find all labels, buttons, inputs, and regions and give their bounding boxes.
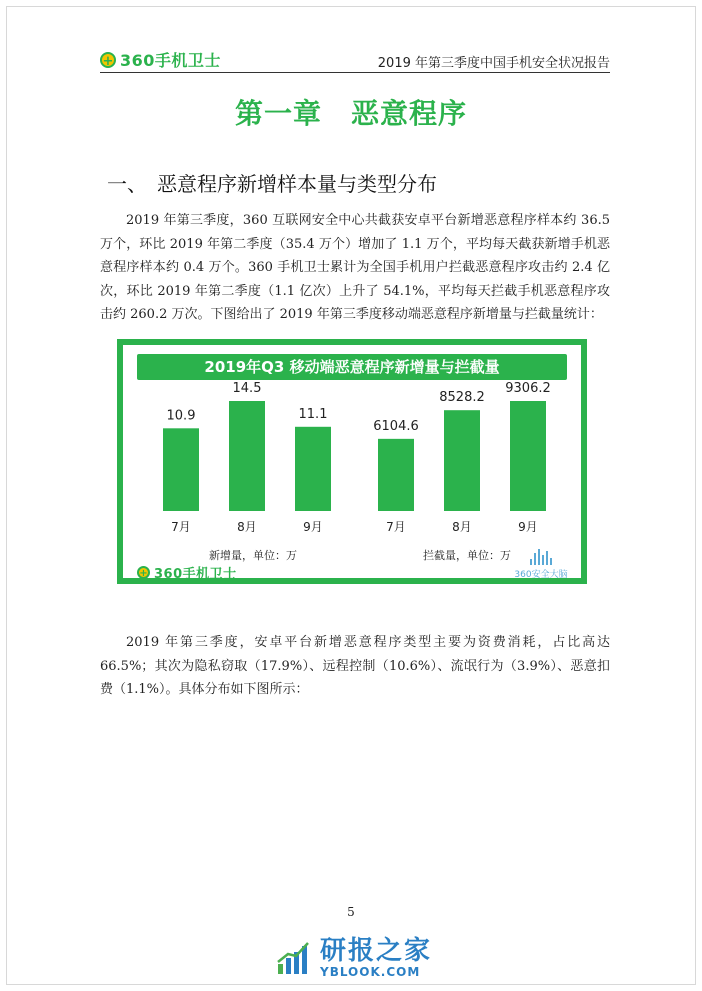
category-label: 8月 (452, 520, 472, 534)
section-title: 恶意程序新增样本量与类型分布 (157, 172, 437, 196)
plus-shield-icon: + (100, 52, 116, 68)
category-label: 9月 (303, 520, 323, 534)
watermark-sub: YBLOOK.COM (320, 965, 421, 979)
watermark (276, 937, 432, 979)
bar-value-label: 10.9 (166, 408, 196, 424)
bar-blocked-1 (444, 410, 480, 511)
plus-shield-icon: + (137, 566, 150, 579)
bar-value-label: 8528.2 (439, 390, 485, 406)
category-label: 9月 (518, 520, 538, 534)
watermark-main: 研报之家 (320, 936, 433, 966)
bar-chart (117, 339, 587, 584)
chapter-title: 第一章 恶意程序 (234, 97, 467, 130)
security-brain-text: 360安全大脑 (514, 570, 568, 580)
category-label: 8月 (237, 520, 257, 534)
page-header (100, 42, 610, 74)
paragraph-intro: 2019 年第三季度，360 互联网安全中心共截获安卓平台新增恶意程序样本约 36.5 万个，环比 2019 年第二季度（35.4 万个）增加了 1.1 万个，平均每天截获新增手机恶意程序样本约 0.4 万个。360 手机卫士累计为全国手机用户拦截恶意程序攻击约 2.4 亿次，环比 2019 年第二季度（1.1 亿次）上升了 54.1%，平均每天拦截手机恶意程序攻击约 260.2 万次。下图给出了 2019 年第三季度移动端恶意程序新增量与拦截量统计： (100, 213, 610, 322)
section-number: 一、 (107, 172, 147, 196)
panel-unit-label: 拦截量，单位：万 (423, 549, 511, 562)
bar-value-label: 6104.6 (373, 418, 419, 434)
bar-blocked-2 (510, 401, 546, 511)
security-brain-logo (511, 549, 571, 580)
section-heading (107, 168, 437, 197)
bar-new-0 (163, 428, 199, 511)
page-number: 5 (347, 905, 355, 919)
header-logo (100, 48, 221, 71)
bar-new-2 (295, 427, 331, 511)
chart-canvas (123, 345, 581, 578)
bar-blocked-0 (378, 439, 414, 511)
category-label: 7月 (171, 520, 191, 534)
chart-footer-logo-text: 360手机卫士 (154, 567, 237, 582)
header-divider (100, 72, 610, 73)
panel-unit-label: 新增量，单位：万 (209, 549, 297, 562)
bar-value-label: 14.5 (232, 381, 262, 396)
bar-value-label: 9306.2 (505, 381, 551, 396)
growth-chart-icon (276, 940, 312, 976)
bar-new-1 (229, 401, 265, 511)
waveform-icon (511, 549, 571, 565)
category-label: 7月 (386, 520, 406, 534)
header-logo-text: 360手机卫士 (120, 51, 221, 70)
chart-footer-logo (137, 563, 237, 582)
chart-title: 2019年Q3 移动端恶意程序新增量与拦截量 (137, 354, 567, 380)
header-title: 2019 年第三季度中国手机安全状况报告 (377, 56, 610, 71)
paragraph-types: 2019 年第三季度，安卓平台新增恶意程序类型主要为资费消耗，占比高达 66.5%；其次为隐私窃取（17.9%）、远程控制（10.6%）、流氓行为（3.9%）、恶意扣费（1.1%）。具体分布如下图所示： (100, 635, 610, 697)
bar-value-label: 11.1 (298, 406, 328, 422)
